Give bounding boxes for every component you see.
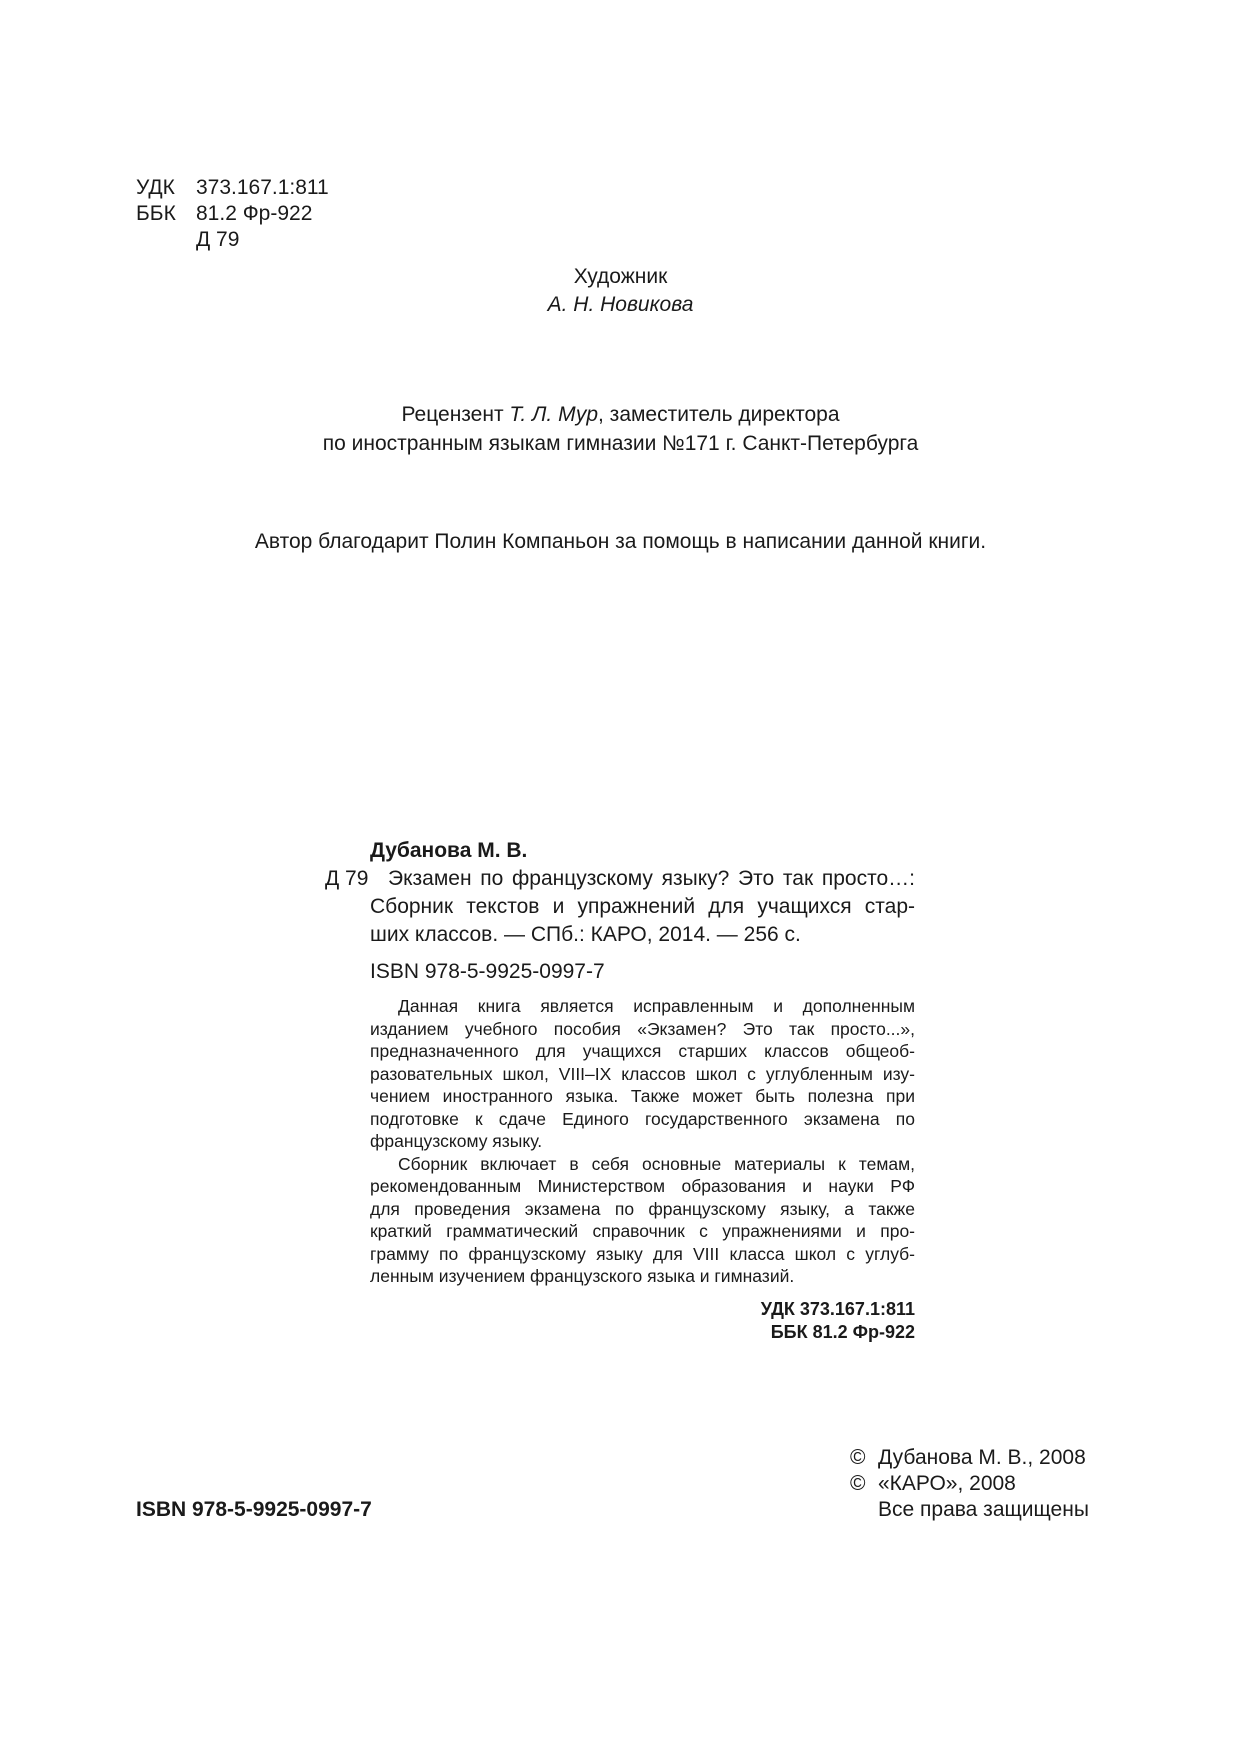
annotation-line: ленным изучением французского языка и гимназий.: [370, 1266, 795, 1286]
annotation-line: чением иностранного языка. Также может быть полезна при: [370, 1086, 915, 1106]
reviewer-credit: [0, 400, 1241, 458]
classification-codes: [600, 1298, 915, 1344]
annotation-line: Сборник включает в себя основные материалы к темам,: [398, 1153, 915, 1174]
udk-code: УДК 373.167.1:811: [760, 1299, 915, 1319]
card-desc-line: Экзамен по французскому языку? Это так просто…:: [388, 867, 915, 890]
annotation-line: краткий грамматический справочник с упражнениями и про-: [370, 1221, 915, 1241]
udk-value: 373.167.1:811: [196, 176, 329, 199]
author-mark-row: [136, 227, 329, 253]
card-entry: [325, 865, 915, 949]
annotation-line: грамму по французскому языку для VIII класса школ с углуб-: [370, 1243, 915, 1264]
author-mark: Д 79: [196, 228, 240, 251]
artist-credit: [0, 263, 1241, 319]
annotation-line: французскому языку.: [370, 1131, 543, 1151]
copyright-row: [850, 1471, 1089, 1497]
udk-label: УДК: [136, 176, 175, 199]
reviewer-line-2: по иностранным языкам гимназии №171 г. Санкт-Петербурга: [322, 432, 919, 455]
copyright-block: [850, 1445, 1089, 1523]
reviewer-line-1: [0, 400, 1241, 429]
reviewer-name: Т. Л. Мур: [509, 403, 599, 426]
udk-row: [136, 175, 329, 201]
card-desc-line: Сборник текстов и упражнений для учащихся стар-: [370, 895, 915, 918]
copyright-row: [850, 1445, 1089, 1471]
annotation-line: разовательных школ, VIII–IX классов школ с углубленным изу-: [370, 1063, 915, 1084]
reviewer-suffix: , заместитель директора: [598, 403, 840, 426]
copyright-publisher: «КАРО», 2008: [878, 1472, 1016, 1495]
card-author: Дубанова М. В.: [370, 839, 528, 862]
annotation-line: Данная книга является исправленным и дополненным: [398, 996, 915, 1016]
classification-block: [136, 175, 329, 253]
isbn-bottom: ISBN 978-5-9925-0997-7: [136, 1498, 372, 1521]
bbk-code: ББК 81.2 Фр-922: [770, 1322, 915, 1342]
card-desc-line: ших классов. — СПб.: КАРО, 2014. — 256 с.: [370, 923, 801, 946]
card-code: Д 79: [325, 867, 369, 890]
reviewer-prefix: Рецензент: [401, 403, 510, 426]
annotation-line: для проведения экзамена по французскому языку, а также: [370, 1198, 915, 1219]
bibliographic-card: [325, 837, 915, 986]
card-description: [370, 865, 915, 949]
annotation-line: изданием учебного пособия «Экзамен? Это так просто...»,: [370, 1018, 915, 1039]
artist-name: А. Н. Новикова: [547, 293, 694, 316]
annotation: [370, 995, 915, 1288]
annotation-line: рекомендованным Министерством образования и науки РФ: [370, 1176, 915, 1196]
copyright-icon: ©: [850, 1446, 866, 1469]
rights-reserved: Все права защищены: [878, 1498, 1089, 1521]
bbk-label: ББК: [136, 202, 176, 225]
artist-role: Художник: [573, 265, 668, 288]
copyright-author: Дубанова М. В., 2008: [878, 1446, 1086, 1469]
card-isbn: ISBN 978-5-9925-0997-7: [370, 960, 605, 983]
annotation-line: предназначенного для учащихся старших классов общеоб-: [370, 1041, 915, 1061]
copyright-icon: ©: [850, 1472, 866, 1495]
acknowledgement: Автор благодарит Полин Компаньон за помощь в написании данной книги.: [254, 530, 987, 553]
bbk-row: [136, 201, 329, 227]
annotation-line: подготовке к сдаче Единого государственного экзамена по: [370, 1108, 915, 1129]
bbk-value: 81.2 Фр-922: [196, 202, 313, 225]
